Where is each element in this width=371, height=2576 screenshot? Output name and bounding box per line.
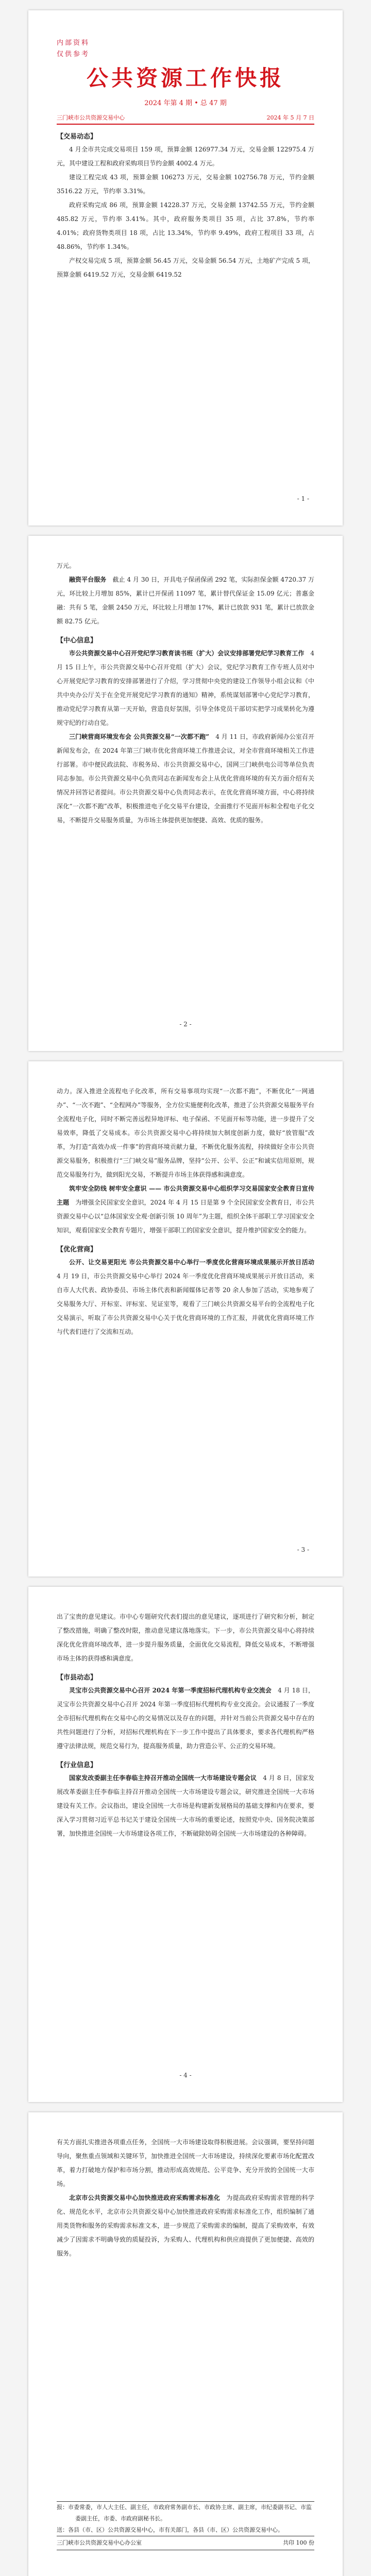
copy-list: 各县（市、区）公共资源交易中心，市有关部门，各县（市、区）公共资源交易中心。 [68,2527,283,2533]
paragraph-body: 为增强全民国家安全意识，2024 年 4 月 15 日是第 9 个全民国家安全教育日，市公共资源交易中心以“总体国家安全观·创新引领 10 周年”为主题，组织全体干部职工学习国家安全知识，观看国家安全教育专题片，增强干部职工的国家安全意识，提升维护国家安全的能力。 [57,1199,314,1234]
paragraph-body: 4 月 19 日，市公共资源交易中心举行 2024 年一季度优化营商环境成果展示开放日活动，来自市人大代表、政协委员、市场主体代表和新闻媒体记者等 20 余人参加了活动，实地参观了交易服务大厅、开标室、评标室、见证室等，观看了三门峡公共资源交易平台的全流程电子化交易演示，听取了市公共资源交易中心关于优化营商环境的工作汇报，并就优化营商环境工作与代表们进行了交流和互动。 [57,1273,314,1335]
section-heading: 【交易动态】 [57,133,97,141]
copy-label: 送： [57,2527,68,2533]
paragraph: 产权交易完成 5 项，预算金额 56.45 万元，交易金额 56.54 万元，土地矿产完成 5 项，预算金额 6419.52 万元，交易金额 6419.52 [57,257,314,278]
paragraph-lead: 三门峡营商环境发布会 公共资源交易“一次都不跑” [69,733,210,740]
paragraph-body: 为提高政府采购需求管理的科学化、规范化水平，北京市公共资源交易中心加快推进政府采购需求标准化工作，组织编制了通用类货物和服务的采购需求标准文本，进一步规范了采购需求的编制，提高了采购效率，有效减少了因需求不明确导致的质疑投诉，为采购人、代理机构和供应商提供了更加便捷、高效的服务。 [57,2194,314,2257]
paragraph-lead: 融资平台服务 [69,576,107,583]
issue-number: 2024 年第 4 期 • 总 47 期 [144,99,227,107]
paragraph [57,2191,314,2261]
paragraph-body: 4 月 18 日，灵宝市公共资源交易中心召开 2024 年第一季度招标代理机构专业交流会。会议通报了一季度全市招标代理机构在交易中心的交易情况以及存在的问题，并针对当前公共资源交易中存在的共性问题进行了分析，对招标代理机构在下一步工作中提出了具体要求，要求各代理机构严格遵守法律法规，规范交易行为，提高服务质量，助力营造公平、公正的交易环境。 [57,1687,314,1750]
internal-notice [57,37,314,58]
paragraph-lead: 筑牢安全防线 树牢安全意识 —— 市公共资源交易中心组织学习交易国家安全教育日宣传主题 [57,1185,314,1206]
paragraph-body: 4 月 15 日上午，市公共资源交易中心召开党组（扩大）会议，党纪学习教育工作专班人员对中心开展党纪学习教育的安排部署进行了介绍，学习贯彻中央党的建设工作领导小组会议和《中共中央办公厅关于在全党开展党纪学习教育的通知》精神，系统谋划部署中心党纪学习教育，推动党纪学习教育从第一天开始，营造良好氛围，引导全体党员干部切实把学习成果转化为遵规守纪的行动自觉。 [57,650,314,726]
section-heading: 【行业信息】 [57,1761,97,1769]
paragraph [57,1256,314,1339]
paragraph-lead: 灵宝市公共资源交易中心召开 2024 年第一季度招标代理机构专业交流会 [69,1687,272,1694]
page-5 [28,2112,343,2576]
page-4 [28,1587,343,2102]
page-number: - 3 - [297,1546,309,1553]
paragraph-lead: 国家发改委副主任李春临主持召开推动全国统一大市场建设专题会议 [69,1774,257,1782]
send-list: 市委常委，市人大主任、副主任，市政府常务副市长、市政协主席、副主席，市纪委副书记、市监委副主任，市委、市政府副秘书长。 [68,2504,312,2522]
footer-row [57,2536,314,2550]
print-count: 共印 100 份 [283,2539,314,2546]
paragraph [57,1684,314,1753]
masthead-meta [57,113,314,125]
issuing-org: 三门峡市公共资源交易中心 [57,114,125,121]
paragraph-body: 截止 4 月 30 日，开具电子保函保函 292 笔，实际担保金额 4720.37 万元，环比较上月增加 85%，累计已开保函 11097 笔，累计替代保证金 15.09 亿元；普惠金融：共有 5 笔，金额 2450 万元，环比较上月增加 17%，累计已放款 931 笔，累计已放款金额 82.75 亿元。 [57,576,314,625]
internal-label-1: 内部资料 [57,39,90,47]
paragraph-body: 4 月 11 日，市政府新闻办公室召开新闻发布会，在 2024 年第三门峡市优化营商环境工作推进会议，对全市营商环境相关工作进行部署。市中便民政法院、市税务局、市公共资源交易中心，国网三门峡供电公司等单位负责同志参加。市公共资源交易中心负责同志在新闻发布会上从优化营商环境的有关方面介绍有关情况并回答记者提问。市公共资源交易中心负责同志表示，在优化营商环境方面，中心将持续深化“一次都不跑”改革，积极推进电子化交易平台建设，全面推行不见面开标和全程电子化交易，不断提升交易服务质量，为市场主体提供更加便捷、高效、优质的服务。 [57,733,314,824]
send-label: 报： [57,2504,68,2511]
page-number: - 1 - [297,495,309,502]
footer-org: 三门峡市公共资源交易中心办公室 [57,2539,142,2546]
paragraph: 有关方面扎实推进各项重点任务，全国统一大市场建设取得积极进展。会议强调，要坚持问题导向，聚焦重点领域和关键环节，加快推进全国统一大市场建设，持续深化要素市场化配置改革，着力打破地方保护和市场分割，推动形成高效规范、公平竞争、充分开放的全国统一大市场。 [57,2139,314,2188]
paragraph: 4 月全市共完成交易项目 159 项，预算金额 126977.34 万元，交易金额 122975.4 万元，其中建设工程和政府采购项目节约金额 4002.4 万元。 [57,146,314,167]
paragraph: 动力。深入推进全流程电子化改革，所有交易事项均实现“一次都不跑”，不断优化“一网通办”、“一次不跑”、“全程网办”等服务，全方位实施便利化改革，推进了公共资源交易服务平台全流程电子化，同时不断完善远程异地评标、电子保函、不见面开标等功能，进一步提升了交易效率，降低了交易成本。市公共资源交易中心将持续加大制度创新力度，做好“放管服”改革，为打造“高效办成一件事”的营商环境贡献力量，不断优化服务流程，持续做好全市公共资源交易服务，积极推行“三门峡交易”服务品牌，坚持“公开、公平、公正”和诚实信用原则，规范交易服务行为，做到阳光交易，不断提升市场主体获得感和满意度。 [57,1088,314,1178]
paragraph: 政府采购完成 86 项，预算金额 14228.37 万元，交易金额 13742.55 万元，节约金额 485.82 万元，节约率 3.41%。其中，政府服务类项目 35 项，占比 37.8%，节约率 4.01%；政府货物类项目 18 项，占比 13.34%，节约率 9.49%，政府工程项目 33 项，占 48.86%，节约率 1.34%。 [57,201,314,250]
paragraph-lead: 公开、让交易更阳光 市公共资源交易中心举行一季度优化营商环境成果展示开放日活动 [69,1259,314,1266]
paragraph [57,730,314,827]
paragraph [57,573,314,629]
section-heading: 【市县动态】 [57,1674,97,1682]
paragraph-lead: 市公共资源交易中心召开党纪学习教育读书班（扩大）会议安排部署党纪学习教育工作 [69,650,305,657]
paragraph [57,1771,314,1841]
paragraph [57,647,314,730]
paragraph-body: 4 月 8 日，国家发展改革委副主任李春临主持召开推动全国统一大市场建设专题会议，研究推进全国统一大市场建设有关工作。会议指出，建设全国统一大市场是构建新发展格局的基础支撑和内在要求，要深入学习贯彻习近平总书记关于建设全国统一大市场的重要论述，按照党中央、国务院决策部署，加快推进全国统一大市场建设各项工作，不断破除妨碍全国统一大市场建设的各种障碍。 [57,1774,314,1837]
paragraph-lead: 北京市公共资源交易中心加快推进政府采购需求标准化 [69,2194,221,2201]
issue-date: 2024 年 5 月 7 日 [266,114,314,121]
paragraph [57,1182,314,1238]
section-heading: 【优化营商】 [57,1246,97,1253]
paragraph: 建设工程完成 43 项，预算金额 106273 万元，交易金额 102756.78 万元，节约金额 3516.22 万元，节约率 3.31%。 [57,174,314,195]
page-3 [28,1061,343,1577]
distribution-footer [57,2501,314,2550]
copy-to [57,2524,314,2536]
masthead-title: 公共资源工作快报 [86,65,284,91]
send-to [57,2502,314,2524]
paragraph: 万元。 [57,562,76,569]
page-number: - 4 - [179,2072,192,2079]
paragraph: 出了宝贵的意见建议。市中心专题研究代表们提出的意见建议，逐项进行了研究和分析，制定了整改措施，明确了整改时限，推动意见建议落地落实。下一步，市公共资源交易中心将持续深化优化营商环境改革，进一步提升服务质量，全面优化交易流程，降低交易成本，不断增强市场主体的获得感和满意度。 [57,1613,314,1662]
page-number: - 2 - [179,1021,192,1028]
section-heading: 【中心信息】 [57,637,97,645]
page-1 [28,10,343,526]
internal-label-2: 仅供参考 [57,50,90,58]
page-2 [28,536,343,1051]
